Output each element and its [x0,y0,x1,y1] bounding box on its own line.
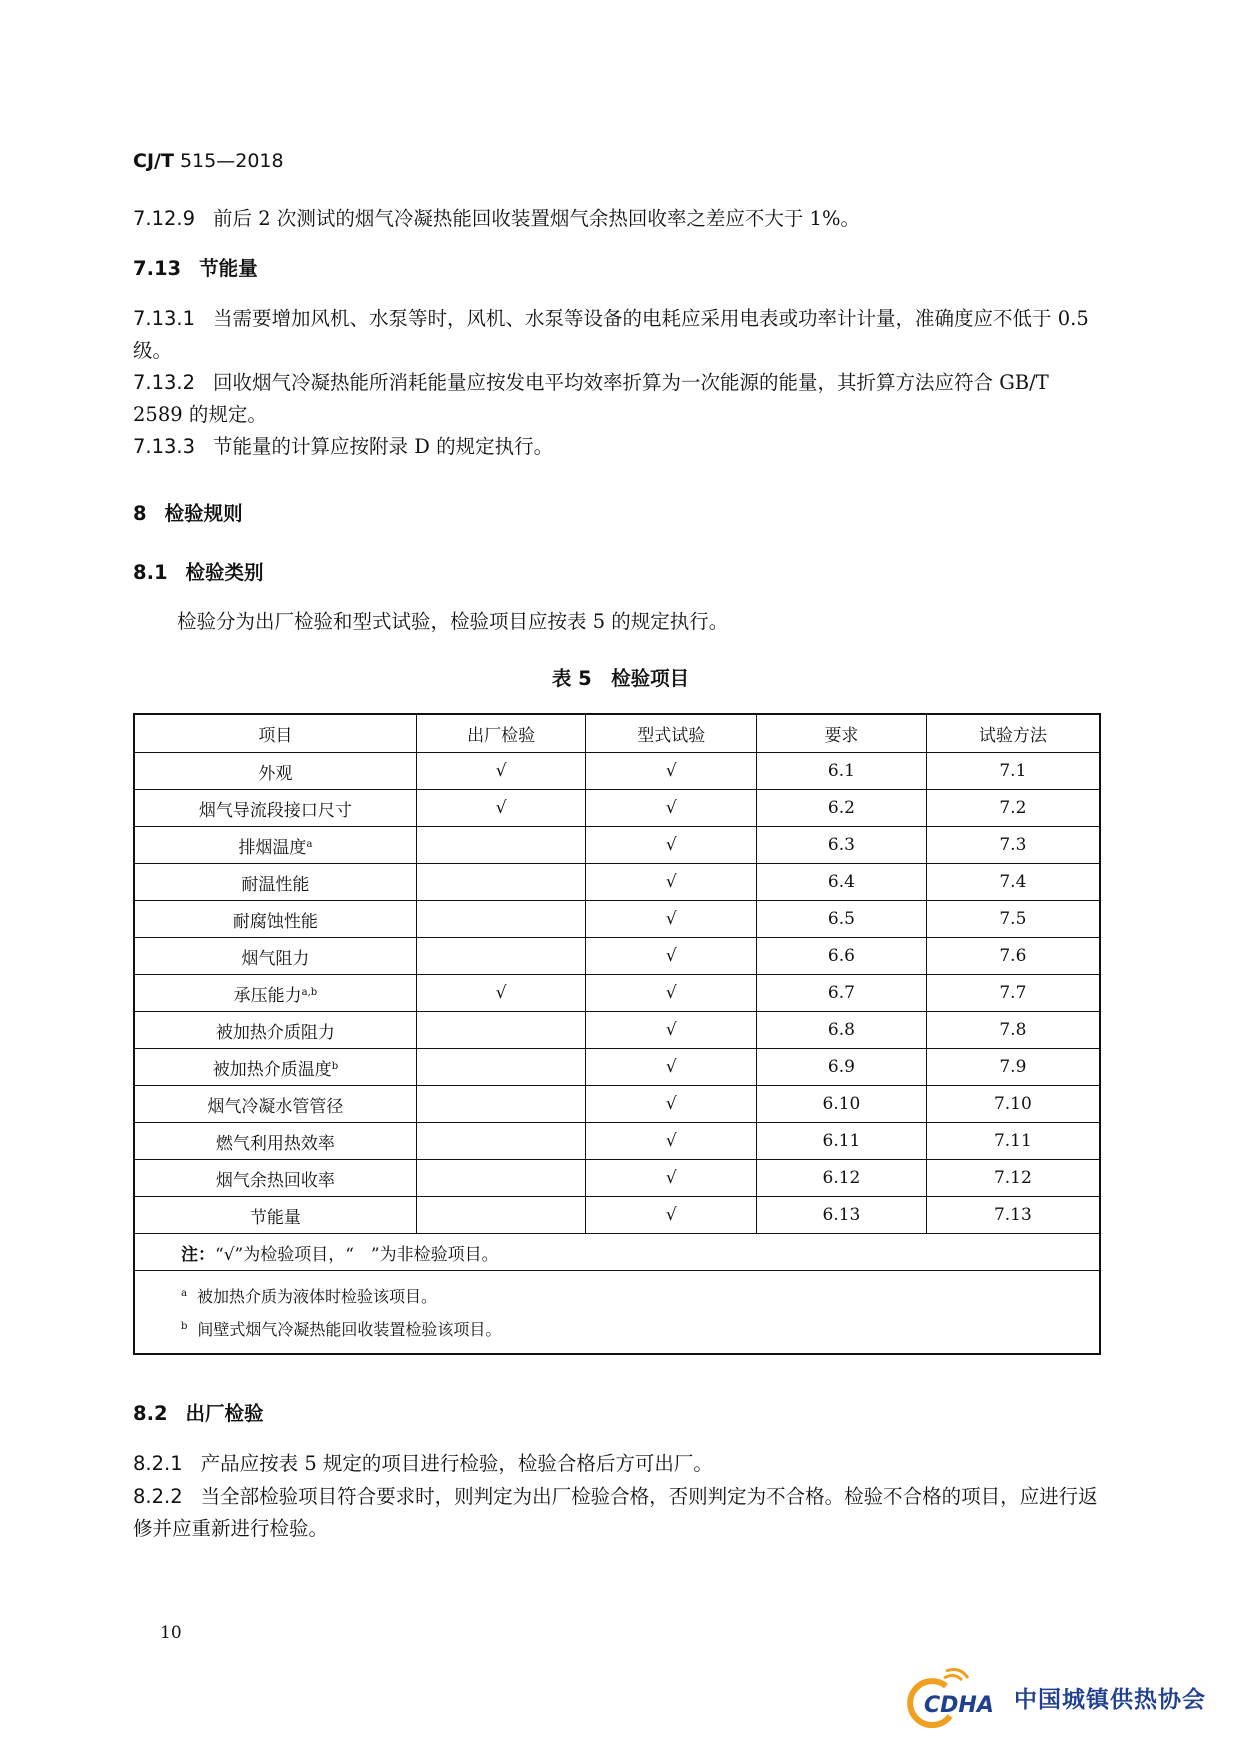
table-caption: 表 5 检验项目 [551,667,690,690]
requirement-cell: 6.2 [757,790,927,827]
test-method-cell: 7.13 [926,1197,1100,1234]
table-row [134,1012,1100,1049]
item-cell: 节能量 [134,1197,416,1234]
test-method-cell: 7.10 [926,1086,1100,1123]
org-name: 中国城镇供热协会 [1014,1687,1206,1713]
type-test-cell: √ [586,1123,757,1160]
requirement-cell: 6.9 [757,1049,927,1086]
test-method-cell: 7.7 [926,975,1100,1012]
test-method-cell: 7.12 [926,1160,1100,1197]
item-cell: 外观 [134,753,416,790]
factory-inspection-cell [416,1160,586,1197]
table-footnotes-row [134,1271,1100,1355]
factory-inspection-cell [416,1086,586,1123]
item-cell: 烟气余热回收率 [134,1160,416,1197]
item-cell: 排烟温度$^a$ [134,827,416,864]
requirement-cell: 6.6 [757,938,927,975]
test-method-cell: 7.6 [926,938,1100,975]
inspection-items-table [133,713,1101,1355]
requirement-cell: 6.5 [757,901,927,938]
col-header-type-test: 型式试验 [586,714,757,753]
clause-8-1-body: 检验分为出厂检验和型式试验，检验项目应按表 5 的规定执行。 [177,610,729,633]
table-row [134,1160,1100,1197]
footnote-ref: b [331,1060,339,1072]
table-row [134,753,1100,790]
item-cell: 被加热介质阻力 [134,1012,416,1049]
clause-7-12-9: 7.12.9 前后 2 次测试的烟气冷凝热能回收装置烟气余热回收率之差应不大于 1%。 [133,207,860,230]
item-cell: 烟气冷凝水管管径 [134,1086,416,1123]
type-test-cell: √ [586,1197,757,1234]
table-row [134,938,1100,975]
clause-7-13-1: 7.13.1 当需要增加风机、水泵等时，风机、水泵等设备的电耗应采用电表或功率计计量，准确度应不低于 0.5 级。 [133,307,1089,362]
clause-7-13-3: 7.13.3 节能量的计算应按附录 D 的规定执行。 [133,435,554,458]
type-test-cell: √ [586,753,757,790]
footnote-ref: a,b [301,986,318,998]
requirement-cell: 6.10 [757,1086,927,1123]
type-test-cell: √ [586,827,757,864]
factory-inspection-cell [416,864,586,901]
clause-7-13-2: 7.13.2 回收烟气冷凝热能所消耗能量应按发电平均效率折算为一次能源的能量，其折算方法应符合 GB/T 2589 的规定。 [133,371,1049,426]
type-test-cell: √ [586,1086,757,1123]
item-cell: 燃气利用热效率 [134,1123,416,1160]
factory-inspection-cell: √ [416,753,586,790]
factory-inspection-cell [416,1197,586,1234]
heading-7-13: 7.13 节能量 [133,257,258,280]
test-method-cell: 7.1 [926,753,1100,790]
type-test-cell: √ [586,864,757,901]
type-test-cell: √ [586,1160,757,1197]
factory-inspection-cell [416,938,586,975]
table-row [134,827,1100,864]
cdha-logo [906,1668,1216,1728]
test-method-cell: 7.4 [926,864,1100,901]
test-method-cell: 7.5 [926,901,1100,938]
table-row [134,1086,1100,1123]
table-note: 注：“√”为检验项目，“ ”为非检验项目。 [134,1234,1100,1271]
item-cell: 耐腐蚀性能 [134,901,416,938]
type-test-cell: √ [586,790,757,827]
svg-text:CDHA: CDHA [924,1693,994,1718]
table-note-row [134,1234,1100,1271]
requirement-cell: 6.8 [757,1012,927,1049]
requirement-cell: 6.12 [757,1160,927,1197]
type-test-cell: √ [586,975,757,1012]
test-method-cell: 7.9 [926,1049,1100,1086]
factory-inspection-cell [416,901,586,938]
item-cell: 烟气导流段接口尺寸 [134,790,416,827]
cdha-emblem-icon [906,1668,1011,1728]
factory-inspection-cell [416,827,586,864]
heading-8: 8 检验规则 [133,502,243,525]
heading-8-2: 8.2 出厂检验 [133,1402,264,1425]
page-number: 10 [160,1623,182,1643]
table-row [134,1049,1100,1086]
table-row [134,790,1100,827]
col-header-requirement: 要求 [757,714,927,753]
test-method-cell: 7.3 [926,827,1100,864]
test-method-cell: 7.8 [926,1012,1100,1049]
type-test-cell: √ [586,1049,757,1086]
factory-inspection-cell: √ [416,790,586,827]
requirement-cell: 6.1 [757,753,927,790]
factory-inspection-cell [416,1012,586,1049]
footnote-ref: a [306,838,313,850]
table-header-row [134,714,1100,753]
heading-8-1: 8.1 检验类别 [133,561,264,584]
requirement-cell: 6.13 [757,1197,927,1234]
table-row [134,975,1100,1012]
table-row [134,1197,1100,1234]
col-header-test-method: 试验方法 [926,714,1100,753]
table-row [134,864,1100,901]
table-row [134,1123,1100,1160]
item-cell: 耐温性能 [134,864,416,901]
factory-inspection-cell [416,1123,586,1160]
type-test-cell: √ [586,901,757,938]
requirement-cell: 6.4 [757,864,927,901]
requirement-cell: 6.3 [757,827,927,864]
table-footnotes [134,1271,1100,1355]
test-method-cell: 7.2 [926,790,1100,827]
clause-8-2-2: 8.2.2 当全部检验项目符合要求时，则判定为出厂检验合格，否则判定为不合格。检验不合格的项目，应进行返修并应重新进行检验。 [133,1485,1098,1540]
factory-inspection-cell: √ [416,975,586,1012]
requirement-cell: 6.7 [757,975,927,1012]
factory-inspection-cell [416,1049,586,1086]
clause-8-2-1: 8.2.1 产品应按表 5 规定的项目进行检验，检验合格后方可出厂。 [133,1452,713,1475]
item-cell: 承压能力$^{a,b}$ [134,975,416,1012]
type-test-cell: √ [586,1012,757,1049]
test-method-cell: 7.11 [926,1123,1100,1160]
col-header-factory-inspection: 出厂检验 [416,714,586,753]
type-test-cell: √ [586,938,757,975]
item-cell: 被加热介质温度$^b$ [134,1049,416,1086]
footnote-b: $^b$ 间壁式烟气冷凝热能回收装置检验该项目。 [181,1320,502,1339]
table-row [134,901,1100,938]
col-header-item: 项目 [134,714,416,753]
footnote-a: $^a$ 被加热介质为液体时检验该项目。 [181,1287,437,1306]
item-cell: 烟气阻力 [134,938,416,975]
requirement-cell: 6.11 [757,1123,927,1160]
standard-code-header: CJ/T 515—2018 [133,150,284,172]
